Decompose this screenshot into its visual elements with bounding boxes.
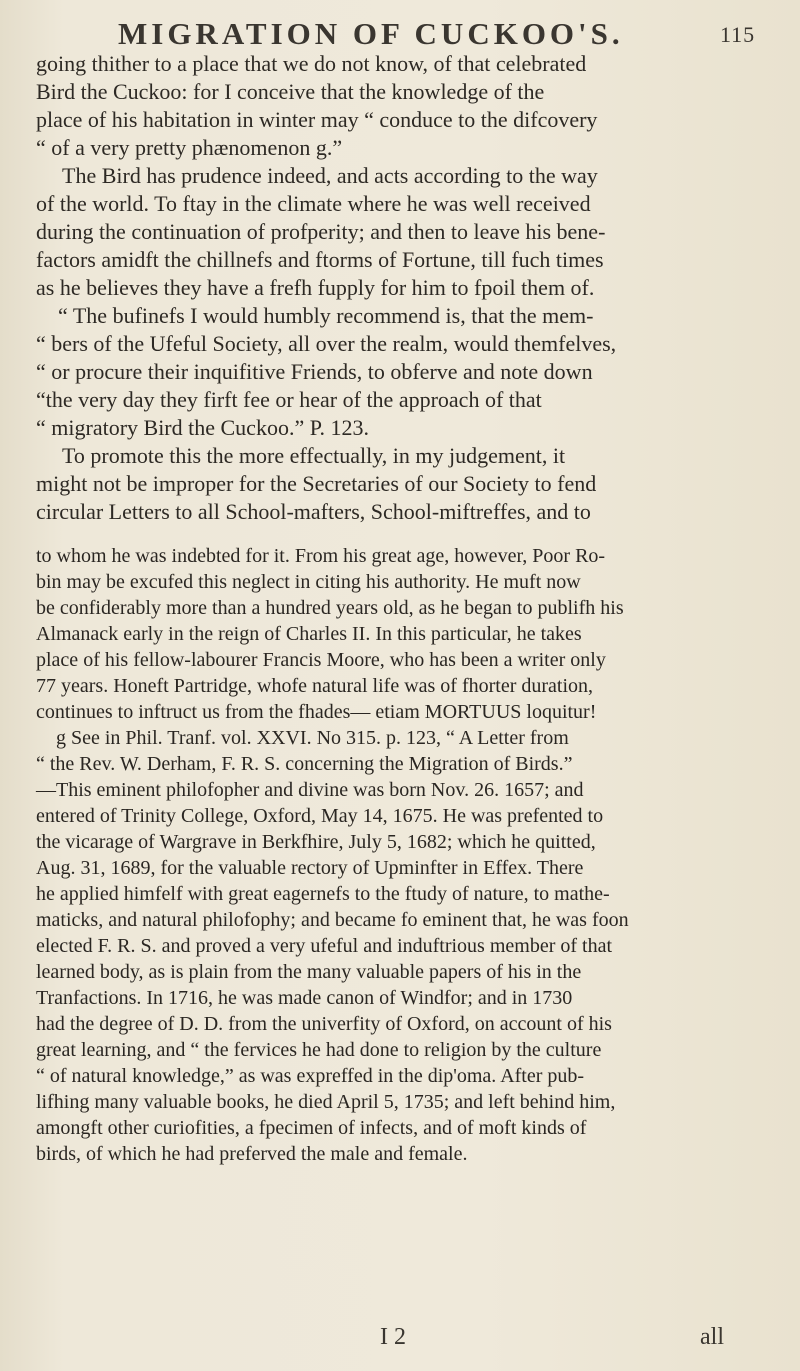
footnote-line: “ of natural knowledge,” as was expreffed in the dip'oma. After pub- [36, 1065, 585, 1087]
footnote-line: continues to inftruct us from the fhades— etiam MORTUUS loquitur! [36, 701, 597, 723]
text-line: going thither to a place that we do not know, of that celebrated [36, 51, 587, 76]
footnote-line: “ the Rev. W. Derham, F. R. S. concerning the Migration of Birds.” [36, 753, 573, 775]
page-number: 115 [720, 22, 756, 47]
footnote-line: 77 years. Honeft Partridge, whofe natural life was of fhorter duration, [36, 675, 594, 697]
footnote-line: great learning, and “ the fervices he had done to religion by the culture [36, 1039, 602, 1061]
page-header [0, 8, 800, 54]
text-line: place of his habitation in winter may “ conduce to the difcovery [36, 107, 598, 132]
text-line: as he believes they have a frefh fupply for him to fpoil them of. [36, 275, 595, 300]
text-line: factors amidft the chillnefs and ftorms of Fortune, till fuch times [36, 247, 604, 272]
footnote-line: learned body, as is plain from the many valuable papers of his in the [36, 961, 582, 983]
footnote-line: Almanack early in the reign of Charles II. In this particular, he takes [36, 623, 582, 645]
footnote-line: Aug. 31, 1689, for the valuable rectory of Upminfter in Effex. There [36, 857, 584, 879]
signature-mark: I 2 [380, 1324, 406, 1350]
text-line: To promote this the more effectually, in my judgement, it [62, 443, 566, 468]
footnote-line: birds, of which he had preferved the male and female. [36, 1143, 468, 1165]
text-line: might not be improper for the Secretaries of our Society to fend [36, 471, 597, 496]
text-line: “ bers of the Ufeful Society, all over the realm, would themfelves, [36, 331, 617, 356]
footnote-line: amongft other curiofities, a fpecimen of infects, and of moft kinds of [36, 1117, 587, 1139]
footnote-line: maticks, and natural philofophy; and became fo eminent that, he was foon [36, 909, 629, 931]
footnote-line: the vicarage of Wargrave in Berkfhire, July 5, 1682; which he quitted, [36, 831, 596, 853]
footnote-line: —This eminent philofopher and divine was born Nov. 26. 1657; and [36, 779, 584, 801]
footnote-line: elected F. R. S. and proved a very ufeful and induftrious member of that [36, 935, 613, 957]
footnote-line: g See in Phil. Tranf. vol. XXVI. No 315. p. 123, “ A Letter from [56, 727, 569, 749]
footnote-line: place of his fellow-labourer Francis Moore, who has been a writer only [36, 649, 606, 671]
text-line: “ of a very pretty phænomenon g.” [36, 135, 343, 160]
text-line: circular Letters to all School-mafters, School-miftreffes, and to [36, 499, 591, 524]
footnote-line: entered of Trinity College, Oxford, May 14, 1675. He was prefented to [36, 805, 604, 827]
footnote-line: lifhing many valuable books, he died April 5, 1735; and left behind him, [36, 1091, 616, 1113]
footnote-line: Tranfactions. In 1716, he was made canon of Windfor; and in 1730 [36, 987, 573, 1009]
text-line: The Bird has prudence indeed, and acts according to the way [62, 163, 598, 188]
text-line: “ or procure their inquifitive Friends, to obferve and note down [36, 359, 593, 384]
text-line: “ The bufinefs I would humbly recommend is, that the mem- [58, 303, 594, 328]
footnote-line: bin may be excufed this neglect in citing his authority. He muft now [36, 571, 581, 593]
catchword: all [700, 1324, 724, 1350]
text-line: of the world. To ftay in the climate where he was well received [36, 191, 591, 216]
text-line: “ migratory Bird the Cuckoo.” P. 123. [36, 415, 370, 440]
running-title: MIGRATION OF CUCKOO'S. [118, 16, 624, 51]
footnote-line: had the degree of D. D. from the univerfity of Oxford, on account of his [36, 1013, 612, 1035]
footnote-line: be confiderably more than a hundred years old, as he began to publifh his [36, 597, 624, 619]
text-line: during the continuation of profperity; and then to leave his bene- [36, 219, 606, 244]
text-line: Bird the Cuckoo: for I conceive that the knowledge of the [36, 79, 545, 104]
footnote-line: to whom he was indebted for it. From his great age, however, Poor Ro- [36, 545, 606, 567]
text-line: “the very day they firft fee or hear of the approach of that [36, 387, 542, 412]
footnote-line: he applied himfelf with great eagernefs to the ftudy of nature, to mathe- [36, 883, 610, 905]
